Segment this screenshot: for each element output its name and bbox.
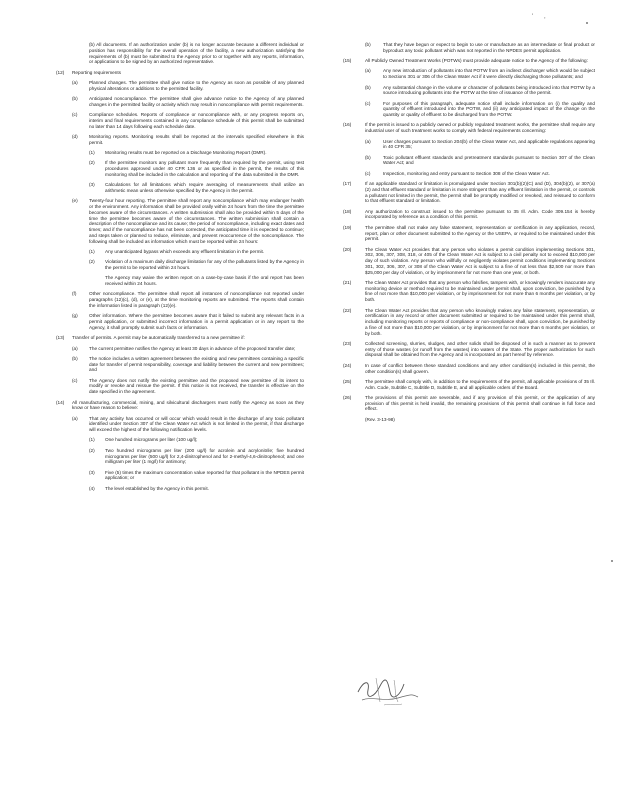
paragraph-text: Twenty-four hour reporting. The permittee shall report any noncompliance which may endanger health or the environment. Any information shall be provided orally within 24 hours from the time the permittee becomes aware of the circumstances. A written submission shall also be provided within 5 days of the time the permittee becomes aware of the circumstances. The written submission shall contain a description of the noncompliance and its cause; the period of noncompliance, including exact dates and times; and if the noncompliance has not been corrected, the anticipated time it is expected to continue; and steps taken or planned to reduce, eliminate, and prevent reoccurrence of the noncompliance. The following shall be included as information which must be reported within 24 hours: xyxy=(89,198,304,244)
paragraph xyxy=(52,400,304,412)
paragraph-text: Other information. Where the permittee becomes aware that it failed to submit any relevant facts in a permit application, or submitted incorrect information in a permit application or in any report to the Agency, it shall promptly submit such facts or information. xyxy=(89,313,304,330)
paragraph-text: Two hundred micrograms per liter (200 ug/l) for acrolein and acrylonitrile; five hundred micrograms per liter (500 ug/l) for 2,4-dinitrophenol and for 2-methyl-4,6-dinitrophenol; and one milligram per liter (1 mg/l) for antimony; xyxy=(105,447,304,465)
paragraph xyxy=(343,171,595,177)
paragraph xyxy=(52,80,304,92)
paragraph xyxy=(52,182,304,194)
paragraph xyxy=(343,101,595,118)
paragraph-label: (2) xyxy=(89,259,95,265)
paragraph xyxy=(52,42,304,65)
paragraph xyxy=(343,280,595,303)
scan-speck xyxy=(586,22,588,24)
paragraph-label: (24) xyxy=(343,362,352,368)
paragraph-label: (23) xyxy=(343,340,352,346)
paragraph xyxy=(343,341,595,358)
paragraph-label: (a) xyxy=(72,415,78,421)
paragraph-label: (3) xyxy=(89,182,95,188)
paragraph-label: (26) xyxy=(343,394,352,400)
paragraph-text: For purposes of this paragraph, adequate notice shall include information on (i) the quality and quantity of effluent introduced into the POTW, and (ii) any anticipated impact of the change on the quantity or quality of effluent to be discharged from the POTW. xyxy=(383,100,595,118)
paragraph-label: (g) xyxy=(72,313,78,319)
paragraph-label: (20) xyxy=(343,246,352,252)
paragraph-text: Planned changes. The permittee shall give notice to the Agency as soon as possible of any planned physical alterations or additions to the permitted facility. xyxy=(89,79,304,91)
paragraph-label: (b) xyxy=(72,355,78,361)
paragraph-label: (b) xyxy=(365,42,371,47)
paragraph-text: The Agency may waive the written report on a case-by-case basis if the oral report has been received within 24 hours. xyxy=(105,275,304,287)
paragraph xyxy=(343,58,595,64)
paragraph-text: Compliance schedules. Reports of compliance or noncompliance with, or any progress reports on, interim and final requirements contained in any compliance schedule of this permit shall be submitted no later than 14 days following each schedule date. xyxy=(89,112,304,129)
paragraph-label: (c) xyxy=(72,377,78,383)
paragraph-label: (f) xyxy=(72,291,77,297)
paragraph-text: The current permittee notifies the Agency at least 30 days in advance of the proposed transfer date; xyxy=(89,345,296,351)
paragraph-label: (2) xyxy=(89,447,95,453)
paragraph-text: Monitoring reports. Monitoring results shall be reported at the intervals specified elsewhere in this permit. xyxy=(89,133,304,145)
paragraph-text: Anticipated noncompliance. The permittee shall give advance notice to the Agency of any planned changes in the permitted facility or activity which may result in noncompliance with permit requirements. xyxy=(89,96,304,107)
paragraph-text: The permittee shall not make any false statement, representation or certification in any application, record, report, plan or other document submitted to the Agency or the USEPA, or required to be maintained under this permit. xyxy=(365,224,595,242)
paragraph xyxy=(52,150,304,156)
paragraph-text: The Agency does not notify the existing permittee and the proposed new permittee of its intent to modify or revoke and reissue the permit. If this notice is not received, the transfer is effective on the date specified in the agreement. xyxy=(89,377,304,395)
paragraph-label: (e) xyxy=(72,198,78,204)
paragraph-text: All manufacturing, commercial, mining, and silvicultural dischargers must notify the Agency as soon as they know or have reason to believe: xyxy=(72,399,304,411)
paragraph-text: Toxic pollutant effluent standards and pretreatment standards pursuant to Section 307 of the Clean Water Act; and xyxy=(383,154,595,166)
paragraph xyxy=(52,198,304,244)
paragraph-label: (14) xyxy=(56,399,65,405)
paragraph-text: Five (5) times the maximum concentration value reported for that pollutant in the NPDES permit application; or xyxy=(105,469,304,481)
right-column xyxy=(343,42,595,423)
paragraph xyxy=(52,249,304,255)
paragraph-text: The provisions of this permit are severable, and if any provision of this permit, or the application of any provision of this permit is held invalid, the remaining provisions of this permit shall continue in full force and effect. xyxy=(365,394,595,412)
paragraph xyxy=(52,160,304,177)
paragraph-text: User charges pursuant to Section 204(b) of the Clean Water Act, and applicable regulations appearing in 40 CFR 35; xyxy=(383,138,595,150)
signature-scribble xyxy=(354,672,424,708)
paragraph-label: (12) xyxy=(56,69,65,75)
paragraph xyxy=(52,96,304,108)
paragraph-label: (b) xyxy=(72,96,78,102)
paragraph xyxy=(343,363,595,375)
paragraph-text: Monitoring results must be reported on a Discharge Monitoring Report (DMR). xyxy=(105,150,267,156)
paragraph-label: (21) xyxy=(343,279,352,285)
paragraph-label: (d) xyxy=(72,133,78,139)
paragraph-text: Any new introduction of pollutants into that POTW from an indirect discharger which would be subject to Sections 301 or 306 of the Clean Water Act if it were directly discharging those pollutants; and xyxy=(383,68,595,80)
paragraph-label: (19) xyxy=(343,224,352,230)
paragraph-label: (c) xyxy=(72,112,78,118)
paragraph-label: (b) xyxy=(365,84,371,90)
paragraph xyxy=(52,437,304,443)
paragraph-text: The level established by the Agency in this permit. xyxy=(105,485,209,491)
paragraph-text: All Publicly Owned Treatment Works (POTWs) must provide adequate notice to the Agency of the following: xyxy=(365,58,588,64)
paragraph xyxy=(52,378,304,395)
paragraph xyxy=(343,122,595,134)
paragraph-label: (3) xyxy=(89,469,95,475)
paragraph xyxy=(343,209,595,221)
paragraph-label: (a) xyxy=(365,68,371,74)
paragraph xyxy=(52,448,304,465)
paragraph xyxy=(52,470,304,482)
paragraph-text: Any unanticipated bypass which exceeds any effluent limitation in the permit. xyxy=(105,248,265,254)
paragraph-text: In case of conflict between these standard conditions and any other condition(s) included in this permit, the other condition(s) shall govern. xyxy=(365,362,595,374)
paragraph-label: (17) xyxy=(343,181,352,187)
paragraph-label: (13) xyxy=(56,335,65,341)
paragraph xyxy=(52,356,304,373)
paragraph xyxy=(343,247,595,276)
paragraph xyxy=(343,379,595,391)
paragraph-text: The Clean Water Act provides that any person who knowingly makes any false statement, representation, or certification in any record or other document submitted or required to be maintained under this permit shall, including monitoring reports or reports of compliance or non-compliance shall, upon conviction, be punished by a fine of not more than $10,000 per violation, or by imprisonment for not more than 6 months per violation, or by both. xyxy=(365,307,595,336)
scan-speck xyxy=(611,560,613,562)
paragraph-text: If the permit is issued to a publicly owned or publicly regulated treatment works, the permittee shall require any industrial user of such treatment works to comply with federal requirements concerning: xyxy=(365,122,595,134)
paragraph-text: The notice includes a written agreement between the existing and new permittees containing a specific date for transfer of permit responsibility, coverage and liability between the current and new permittees; and xyxy=(89,355,304,373)
header-mark: , xyxy=(544,14,546,20)
paragraph xyxy=(343,225,595,242)
paragraph xyxy=(52,313,304,330)
paragraph-text: Other noncompliance. The permittee shall report all instances of noncompliance not reported under paragraphs (12)(c), (d), or (e), at the time monitoring reports are submitted. The reports shall contain the information listed in paragraph (12)(e). xyxy=(89,291,304,308)
paragraph xyxy=(343,155,595,167)
paragraph-text: Calculations for all limitations which require averaging of measurements shall utilize an arithmetic mean unless otherwise specified by the Agency in the permit. xyxy=(105,182,304,193)
paragraph-label: (4) xyxy=(89,485,95,491)
paragraph-label: (a) xyxy=(365,138,371,144)
paragraph-label: (2) xyxy=(89,160,95,166)
paragraph-text: One hundred micrograms per liter (100 ug/l); xyxy=(105,437,198,443)
paragraph xyxy=(52,416,304,433)
paragraph xyxy=(343,85,595,97)
paragraph-label: (22) xyxy=(343,307,352,313)
paragraph-label: (1) xyxy=(89,437,95,443)
paragraph xyxy=(343,181,595,204)
paragraph xyxy=(343,42,595,54)
paragraph-text: Reporting requirements xyxy=(72,69,121,75)
paragraph-label: (a) xyxy=(72,79,78,85)
paragraph xyxy=(52,275,304,287)
header-mark: ' xyxy=(532,14,534,20)
paragraph-text: Inspection, monitoring and entry pursuant to Section 308 of the Clean Water Act. xyxy=(383,170,550,176)
paragraph xyxy=(343,395,595,412)
paragraph xyxy=(52,259,304,271)
paragraph xyxy=(52,486,304,492)
paragraph xyxy=(343,68,595,80)
paragraph-text: The Clean Water Act provides that any person who violates a permit condition implementing Sections 301, 302, 306, 307, 308, 318, or 405 of the Clean Water Act is subject to a civil penalty not to exceed $10,000 per day of such violation. Any person who willfully or negligently violates permit conditions implementing Sections 301, 302, 306, 307, or 308 of the Clean Water Act is subject to a fine of not less than $2,500 nor more than $25,000 per day of violation, or by imprisonment for not more than one year, or both. xyxy=(365,246,595,275)
left-column xyxy=(52,42,304,496)
paragraph-text: The permittee shall comply with, in addition to the requirements of the permit, all applicable provisions of 35 Ill. Adm. Code, Subtitle C, Subtitle D, Subtitle E, and all applicable orders of the Board. xyxy=(365,378,595,390)
paragraph-label: (1) xyxy=(89,150,95,156)
paragraph-text: Any authorization to construct issued to the permittee pursuant to 35 Ill. Adm. Code 309.154 is hereby incorporated by reference as a condition of this permit. xyxy=(365,208,595,220)
paragraph-text: That they have begun or expect to begin to use or manufacture as an intermediate or final product or byproduct any toxic pollutant which was not reported in the NPDES permit application. xyxy=(383,42,595,53)
paragraph xyxy=(343,139,595,151)
paragraph xyxy=(52,346,304,352)
paragraph xyxy=(52,291,304,308)
paragraph-text: Any substantial change in the volume or character of pollutants being introduced into that POTW by a source introducing pollutants into the POTW at the time of issuance of the permit. xyxy=(383,84,595,96)
paragraph-text: That any activity has occurred or will occur which would result in the discharge of any toxic pollutant identified under Section 307 of the Clean Water Act which is not limited in the permit, if that discharge will exceed the highest of the following notification levels. xyxy=(89,415,304,433)
paragraph xyxy=(343,308,595,337)
paragraph-text: Transfer of permits. A permit may be automatically transferred to a new permittee if: xyxy=(72,335,245,341)
paragraph-text: Violation of a maximum daily discharge limitation for any of the pollutants listed by the Agency in the permit to be reported within 24 hours. xyxy=(105,259,304,271)
paragraph-label: (15) xyxy=(343,58,352,64)
paragraph-label: (c) xyxy=(365,100,371,106)
paragraph xyxy=(52,70,304,76)
paragraph-label: (b) xyxy=(365,154,371,160)
paragraph-label: (1) xyxy=(89,248,95,254)
paragraph-label: (25) xyxy=(343,378,352,384)
paragraph xyxy=(52,134,304,146)
paragraph-text: (b) All documents. If an authorization under (b) is no longer accurate because a different individual or position has responsibility for the overall operation of the facility, a new authorization satisfying the requirements of (b) must be submitted to the Agency prior to or together with any reports, information, or applications to be signed by an authorized representative. xyxy=(89,42,304,65)
paragraph-text: Collected screening, slurries, sludges, and other solids shall be disposed of in such a manner as to prevent entry of those wastes (or runoff from the wastes) into waters of the State. The proper authorization for such disposal shall be obtained from the Agency and is incorporated as part hereof by reference. xyxy=(365,340,595,358)
paragraph-text: The Clean Water Act provides that any person who falsifies, tampers with, or knowingly renders inaccurate any monitoring device or method required to be maintained under permit shall, upon conviction, be punished by a fine of not more than $10,000 per violation, or by imprisonment for not more than 6 months per violation, or by both. xyxy=(365,279,595,303)
paragraph xyxy=(52,112,304,129)
paragraph-label: (a) xyxy=(72,345,78,351)
paragraph-label: (16) xyxy=(343,122,352,128)
paragraph-text: If an applicable standard or limitation is promulgated under Section 301(b)(2)(C) and (D), 304(b)(2), or 307(a)(2) and that effluent standard or limitation is more stringent than any effluent limitation in the permit, or controls a pollutant not limited in the permit, the permit shall be promptly modified or revoked, and reissued to conform to that effluent standard or limitation. xyxy=(365,181,595,204)
paragraph-text: If the permittee monitors any pollutant more frequently than required by the permit, using test procedures approved under 40 CFR 136 or as specified in the permit, the results of this monitoring shall be included in the calculation and reporting of the data submitted in the DMR. xyxy=(105,160,304,177)
paragraph-label: (18) xyxy=(343,208,352,214)
paragraph xyxy=(52,335,304,341)
paragraph-label: (c) xyxy=(365,170,371,176)
revision-date: (Rev. 3-13-98) xyxy=(365,417,395,423)
